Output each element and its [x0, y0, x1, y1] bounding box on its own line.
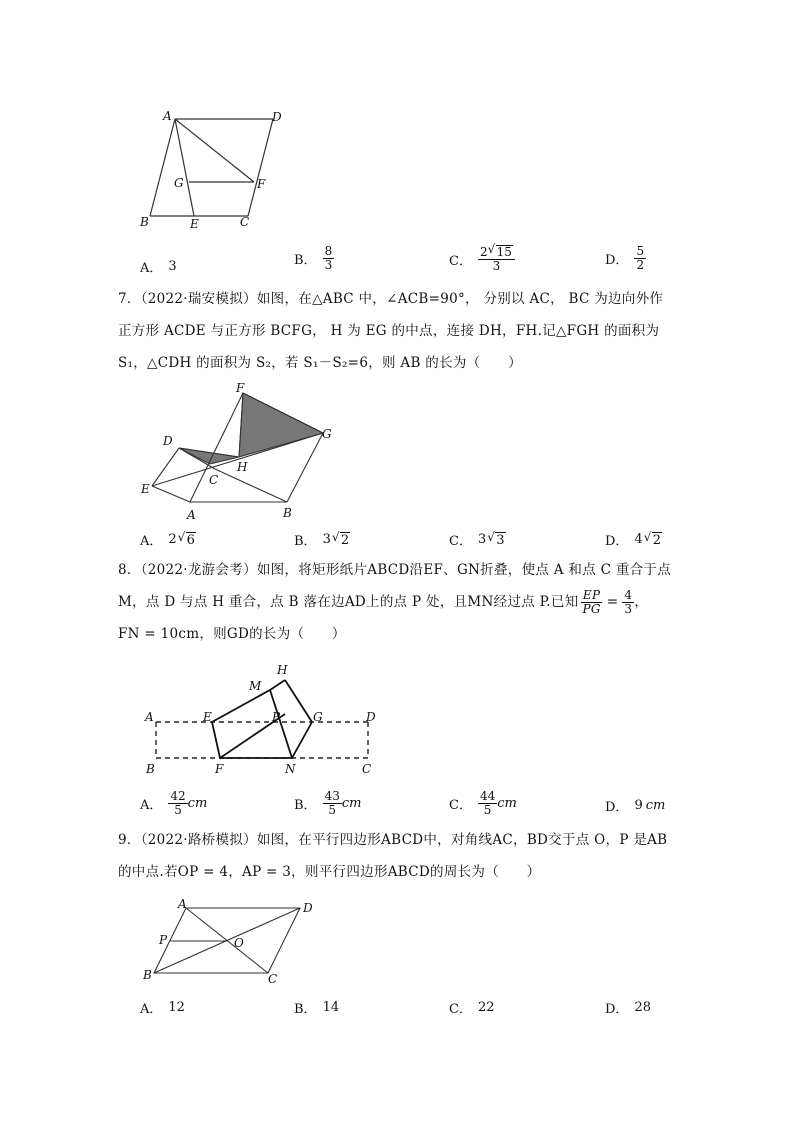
- q9-line-2: 的中点.若OP = 4，AP = 3，则平行四边形ABCD的周长为（ ）: [118, 864, 541, 880]
- q6-label-a: A: [163, 109, 172, 123]
- q8-label-e: E: [203, 710, 212, 724]
- q7-label-g: G: [322, 427, 332, 441]
- q6-option-c[interactable]: C． $\frac{2√ 15}{3}$: [449, 245, 515, 273]
- q8-option-b[interactable]: B． $\frac{43}{5}$ cm: [294, 789, 362, 817]
- q6-figure: [130, 105, 300, 235]
- q6-option-d[interactable]: D． $\frac{5}{2}$: [605, 244, 645, 272]
- q8-option-a[interactable]: A． $\frac{42}{5}$ cm: [140, 789, 208, 817]
- q7-line-2: 正方形 ACDE 与正方形 BCFG， H 为 EG 的中点，连接 DH，FH.记△FGH 的面积为: [118, 323, 660, 339]
- q9-figure: [140, 895, 325, 987]
- q7-label-a: A: [187, 508, 196, 522]
- q9-label-c: C: [268, 972, 278, 986]
- q6-option-a[interactable]: A． 3: [140, 259, 177, 276]
- q9-line-1: 9．（2022·路桥模拟）如图，在平行四边形ABCD中，对角线AC，BD交于点 O，P 是AB: [118, 832, 668, 848]
- q9-label-p: P: [159, 933, 168, 947]
- q8-question: [118, 554, 678, 650]
- q6-label-e: E: [190, 217, 199, 231]
- q6-label-g: G: [174, 176, 184, 190]
- q9-option-d[interactable]: D． 28: [605, 1000, 651, 1017]
- q9-label-o: O: [234, 936, 244, 950]
- q8-label-b: B: [146, 762, 155, 776]
- q8-label-g: G: [313, 710, 323, 724]
- q7-label-h: H: [237, 460, 248, 474]
- q7-question: [118, 283, 678, 379]
- q9-label-d: D: [303, 901, 313, 915]
- q7-label-e: E: [141, 482, 150, 496]
- q7-line-1: 7．（2022·瑞安模拟）如图，在△ABC 中，∠ACB=90°， 分别以 AC， BC 为边向外作: [118, 291, 664, 307]
- q7-figure: [135, 378, 345, 523]
- q9-option-b[interactable]: B． 14: [294, 1000, 340, 1017]
- q9-option-a[interactable]: A． 12: [140, 1000, 185, 1017]
- q7-label-d: D: [163, 434, 173, 448]
- q8-label-p: P: [272, 710, 281, 724]
- q8-line-2: M，点 D 与点 H 重合，点 B 落在边AD上的点 P 处，且MN经过点 P.已知 $\frac{EP}{PG}$ = $\frac{4}{3}$ ，: [118, 587, 649, 616]
- q8-label-h: H: [277, 663, 288, 677]
- q7-option-c[interactable]: C． 3 √ 3: [449, 530, 506, 549]
- q7-option-b[interactable]: B． 3 √ 2: [294, 530, 350, 549]
- q7-label-c: C: [209, 473, 219, 487]
- q8-label-c: C: [362, 762, 372, 776]
- q8-label-a: A: [145, 710, 154, 724]
- q9-question: [118, 824, 678, 888]
- q8-line-1: 8．（2022·龙游会考）如图，将矩形纸片ABCD沿EF、GN折叠，使点 A 和点 C 重合于点: [118, 562, 672, 578]
- q9-label-b: B: [143, 968, 152, 982]
- q7-option-a[interactable]: A． 2 √ 6: [140, 530, 196, 549]
- q8-figure: [140, 660, 390, 780]
- q8-line-3: FN = 10cm，则GD的长为（ ）: [118, 626, 346, 642]
- q8-label-f: F: [215, 762, 224, 776]
- q6-label-f: F: [257, 177, 266, 191]
- q9-label-a: A: [178, 897, 187, 911]
- q7-option-d[interactable]: D． 4 √ 2: [605, 530, 662, 549]
- q6-option-b[interactable]: B． $\frac{8}{3}$: [294, 244, 333, 272]
- q6-label-d: D: [272, 110, 282, 124]
- q7-line-3: S₁，△CDH 的面积为 S₂，若 S₁－S₂=6，则 AB 的长为（ ）: [118, 355, 522, 371]
- q7-label-b: B: [283, 506, 292, 520]
- q8-label-m: M: [249, 679, 262, 693]
- q7-label-f: F: [236, 381, 245, 395]
- q9-option-c[interactable]: C． 22: [449, 1000, 495, 1017]
- q8-label-n: N: [285, 762, 296, 776]
- q6-label-c: C: [240, 215, 250, 229]
- q6-label-b: B: [140, 215, 149, 229]
- q8-option-c[interactable]: C． $\frac{44}{5}$ cm: [449, 789, 517, 817]
- q8-label-d: D: [366, 710, 376, 724]
- q8-option-d[interactable]: D． 9 cm: [605, 798, 666, 815]
